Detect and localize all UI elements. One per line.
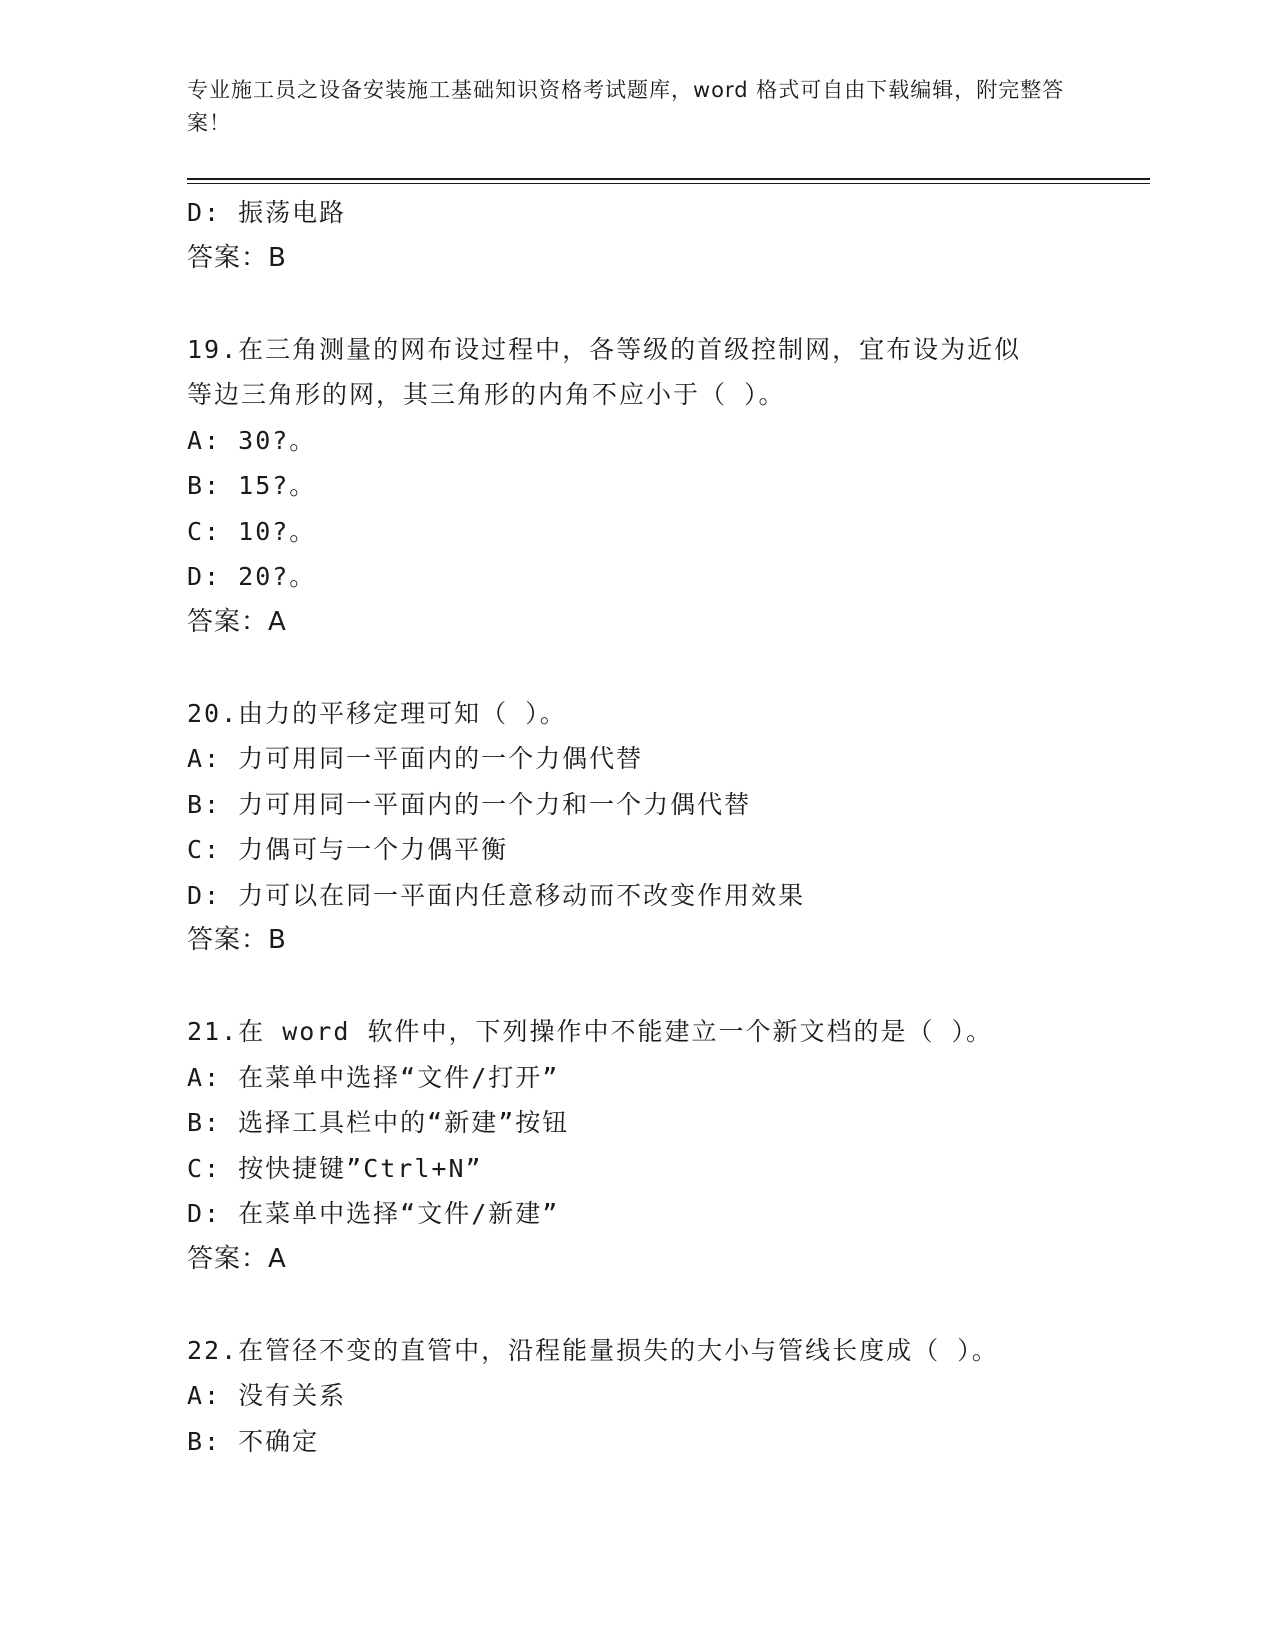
block-spacer — [187, 1282, 1147, 1328]
question-text: 19.在三角测量的网布设过程中，各等级的首级控制网，宜布设为近似 — [187, 334, 1022, 364]
option-text: D: 在菜单中选择“文件/新建” — [187, 1199, 560, 1228]
question-text: 21.在 word 软件中，下列操作中不能建立一个新文档的是（ ）。 — [187, 1017, 994, 1046]
option-text: B: 不确定 — [187, 1426, 320, 1456]
question-list — [187, 190, 1147, 1464]
option-text: B: 15?。 — [187, 471, 317, 500]
option-text: A: 在菜单中选择“文件/打开” — [187, 1062, 560, 1092]
option-text: A: 没有关系 — [187, 1381, 347, 1410]
question-text: 22.在管径不变的直管中，沿程能量损失的大小与管线长度成（ ）。 — [187, 1335, 999, 1365]
option-text: D: 力可以在同一平面内任意移动而不改变作用效果 — [187, 880, 806, 910]
answer-line: 答案：B — [187, 925, 287, 955]
question-text: 20.由力的平移定理可知（ ）。 — [187, 698, 567, 728]
option-text: D: 20?。 — [187, 562, 317, 591]
option-text: A: 力可用同一平面内的一个力偶代替 — [187, 744, 644, 773]
answer-line: 答案：A — [187, 1243, 287, 1274]
option-text: C: 10?。 — [187, 516, 317, 546]
answer-line: 答案：A — [187, 606, 287, 637]
block-spacer — [187, 281, 1147, 327]
option-text: C: 力偶可与一个力偶平衡 — [187, 835, 509, 864]
block-spacer — [187, 645, 1147, 691]
option-text: B: 力可用同一平面内的一个力和一个力偶代替 — [187, 789, 752, 819]
option-text: B: 选择工具栏中的“新建”按钮 — [187, 1108, 570, 1137]
block-spacer — [187, 964, 1147, 1010]
option-text: D: 振荡电路 — [187, 198, 347, 227]
question-text: 等边三角形的网，其三角形的内角不应小于（ ）。 — [187, 380, 786, 409]
header-divider — [187, 178, 1150, 184]
page-header: 专业施工员之设备安装施工基础知识资格考试题库，word 格式可自由下载编辑，附完整答案！ — [187, 78, 1065, 135]
option-text: A: 30?。 — [187, 425, 317, 455]
option-text: C: 按快捷键”Ctrl+N” — [187, 1153, 483, 1183]
answer-line: 答案：B — [187, 242, 287, 273]
